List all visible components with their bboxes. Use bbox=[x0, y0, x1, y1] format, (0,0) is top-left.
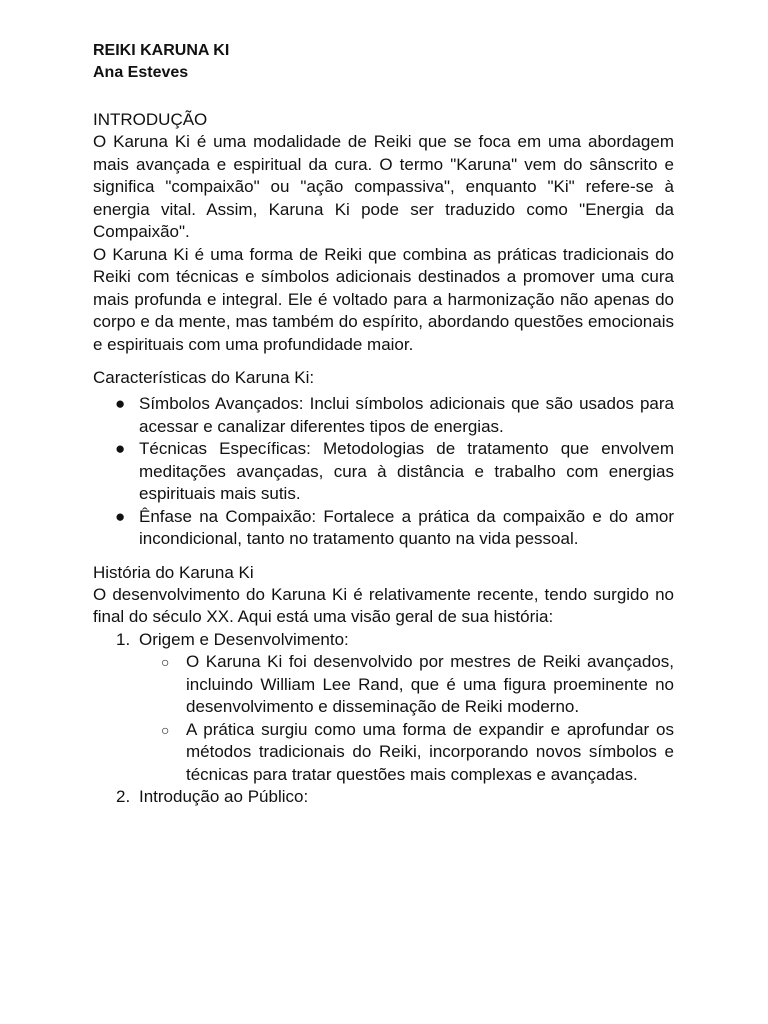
bullet-icon: ● bbox=[115, 394, 126, 413]
list-item bbox=[93, 438, 674, 506]
characteristics-heading: Características do Karuna Ki: bbox=[93, 368, 315, 387]
intro-paragraph-2: O Karuna Ki é uma forma de Reiki que combina as práticas tradicionais do Reiki com técnicas e símbolos adicionais destinados a promover uma cura mais profunda e integral. Ele é voltado para a harmonização não apenas do corpo e da mente, mas também do espírito, abordando questões emocionais e espirituais com uma profundidade maior. bbox=[93, 244, 674, 354]
history-sublist bbox=[139, 651, 674, 786]
history-subitem-text: O Karuna Ki foi desenvolvido por mestres de Reiki avançados, incluindo William Lee Rand, que é uma figura proeminente no desenvolvimento e disseminação de Reiki moderno. bbox=[186, 652, 674, 716]
document-author: Ana Esteves bbox=[93, 64, 189, 81]
history-subitem-text: A prática surgiu como uma forma de expandir e aprofundar os métodos tradicionais do Reiki, incorporando novos símbolos e técnicas para tratar questões mais complexas e avançadas. bbox=[186, 719, 674, 784]
bullet-icon: ● bbox=[115, 439, 126, 458]
list-item bbox=[93, 629, 674, 787]
characteristic-text: Ênfase na Compaixão: Fortalece a prática da compaixão e do amor incondicional, tanto no tratamento quanto na vida pessoal. bbox=[139, 506, 674, 548]
characteristic-text: Símbolos Avançados: Inclui símbolos adicionais que são usados para acessar e canalizar diferentes tipos de energias. bbox=[139, 394, 674, 436]
history-heading: História do Karuna Ki bbox=[93, 562, 254, 582]
characteristics-list bbox=[93, 393, 674, 551]
history-list bbox=[93, 629, 674, 809]
list-number: 2. bbox=[116, 787, 131, 806]
list-item bbox=[93, 393, 674, 438]
list-item bbox=[93, 506, 674, 551]
list-item bbox=[93, 786, 674, 809]
document-title: REIKI KARUNA KI bbox=[93, 42, 230, 59]
intro-heading: INTRODUÇÃO bbox=[93, 110, 208, 129]
list-item bbox=[139, 651, 674, 719]
history-paragraph: O desenvolvimento do Karuna Ki é relativamente recente, tendo surgido no final do século XX. Aqui está uma visão geral de sua história: bbox=[93, 584, 674, 626]
history-item-label: Introdução ao Público: bbox=[139, 787, 309, 806]
list-number: 1. bbox=[116, 629, 131, 649]
characteristic-text: Técnicas Específicas: Metodologias de tratamento que envolvem meditações avançadas, cura à distância e trabalho com energias espirituais mais sutis. bbox=[139, 439, 674, 503]
intro-paragraph-1: O Karuna Ki é uma modalidade de Reiki que se foca em uma abordagem mais avançada e espiritual da cura. O termo "Karuna" vem do sânscrito e significa "compaixão" ou "ação compassiva", enquanto "Ki" refere-se à energia vital. Assim, Karuna Ki pode ser traduzido como "Energia da Compaixão". bbox=[93, 132, 674, 241]
circle-bullet-icon: ○ bbox=[161, 721, 170, 738]
history-item-label: Origem e Desenvolvimento: bbox=[139, 629, 349, 649]
list-item bbox=[139, 719, 674, 787]
bullet-icon: ● bbox=[115, 506, 126, 526]
circle-bullet-icon: ○ bbox=[161, 654, 170, 670]
